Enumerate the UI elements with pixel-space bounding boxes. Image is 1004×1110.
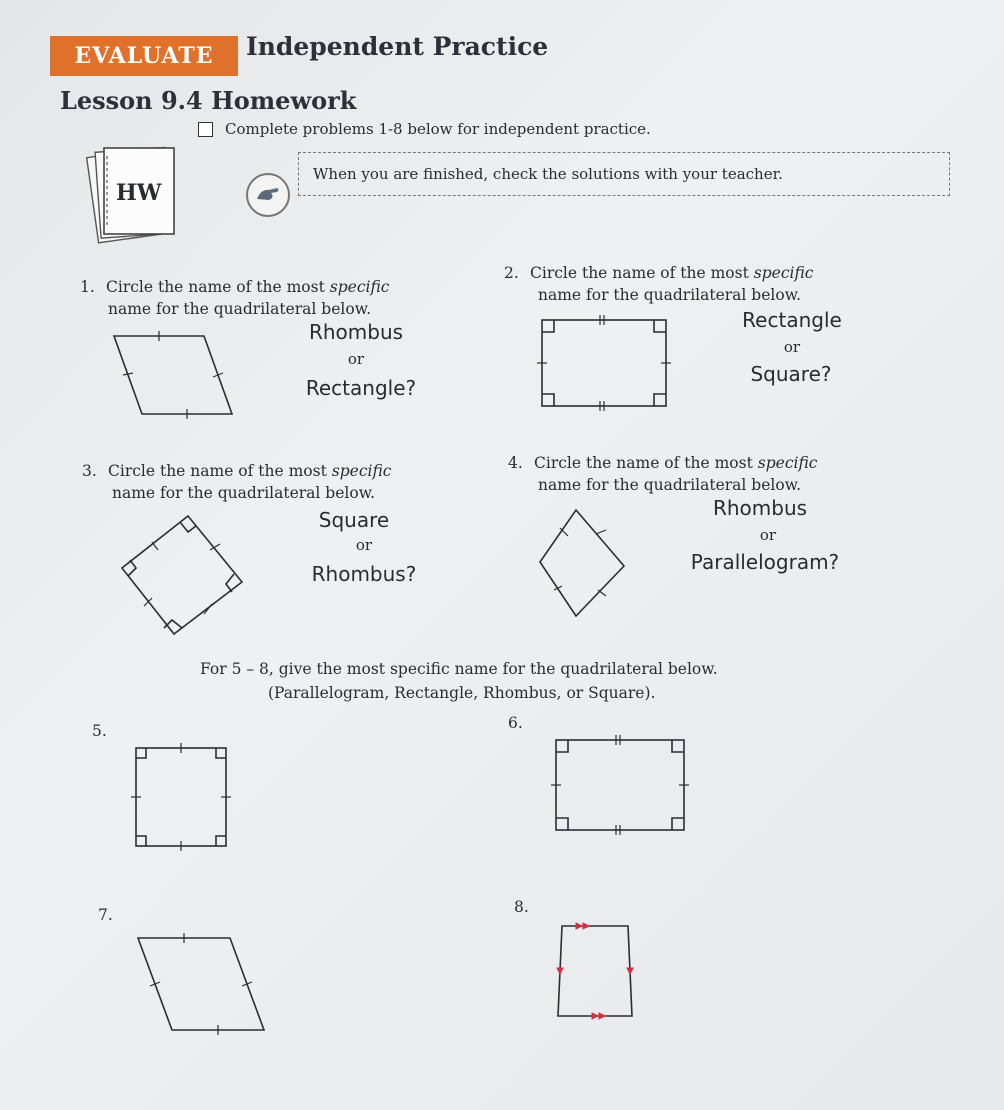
problem-5-number: 5. bbox=[92, 722, 107, 740]
check-text: When you are finished, check the solutions with your teacher. bbox=[313, 165, 783, 183]
section-title: Independent Practice bbox=[246, 32, 549, 61]
hw-label: HW bbox=[116, 180, 162, 206]
problem-4-or: or bbox=[759, 526, 777, 544]
problem-2-choice-b[interactable]: Square? bbox=[750, 362, 832, 386]
problem-1-rhombus bbox=[108, 330, 238, 420]
problem-3-prompt: 3. Circle the name of the most specific name for the quadrilateral below. bbox=[82, 462, 392, 502]
checkbox-icon[interactable] bbox=[198, 122, 213, 137]
problem-3-square bbox=[118, 510, 248, 640]
problem-1-choice-b[interactable]: Rectangle? bbox=[305, 376, 417, 400]
task-row bbox=[198, 120, 651, 138]
instructions-line-1: For 5 – 8, give the most specific name for the quadrilateral below. bbox=[200, 660, 718, 678]
evaluate-badge: EVALUATE bbox=[50, 36, 238, 76]
problem-8-parallelogram bbox=[552, 920, 642, 1024]
problem-2-or: or bbox=[783, 338, 801, 356]
problem-2-choice-a[interactable]: Rectangle bbox=[742, 308, 842, 332]
problem-3-or: or bbox=[355, 536, 373, 554]
problem-4-choice-b[interactable]: Parallelogram? bbox=[690, 550, 840, 574]
problem-6-rectangle bbox=[550, 734, 690, 836]
hand-icon bbox=[246, 173, 290, 217]
problem-3-choice-b[interactable]: Rhombus? bbox=[311, 562, 417, 586]
problem-7-rhombus bbox=[132, 932, 272, 1036]
problem-1-prompt: 1. Circle the name of the most specific name for the quadrilateral below. bbox=[80, 278, 390, 318]
problem-4-choice-a[interactable]: Rhombus bbox=[712, 496, 808, 520]
problem-6-number: 6. bbox=[508, 714, 523, 732]
problem-2-prompt: 2. Circle the name of the most specific name for the quadrilateral below. bbox=[504, 264, 814, 304]
problem-1-or: or bbox=[347, 350, 365, 368]
lesson-title: Lesson 9.4 Homework bbox=[60, 86, 357, 115]
problem-5-square bbox=[130, 742, 234, 852]
problem-4-rhombus bbox=[536, 504, 636, 624]
problem-1-choice-a[interactable]: Rhombus bbox=[308, 320, 404, 344]
problem-8-number: 8. bbox=[514, 898, 529, 916]
task-text: Complete problems 1-8 below for independent practice. bbox=[225, 120, 651, 138]
problem-4-prompt: 4. Circle the name of the most specific name for the quadrilateral below. bbox=[508, 454, 818, 494]
problem-7-number: 7. bbox=[98, 906, 113, 924]
check-instruction-box bbox=[298, 152, 950, 196]
instructions-line-2: (Parallelogram, Rectangle, Rhombus, or Square). bbox=[268, 684, 656, 702]
problem-2-rectangle bbox=[536, 312, 676, 412]
problem-3-choice-a[interactable]: Square bbox=[318, 508, 390, 532]
